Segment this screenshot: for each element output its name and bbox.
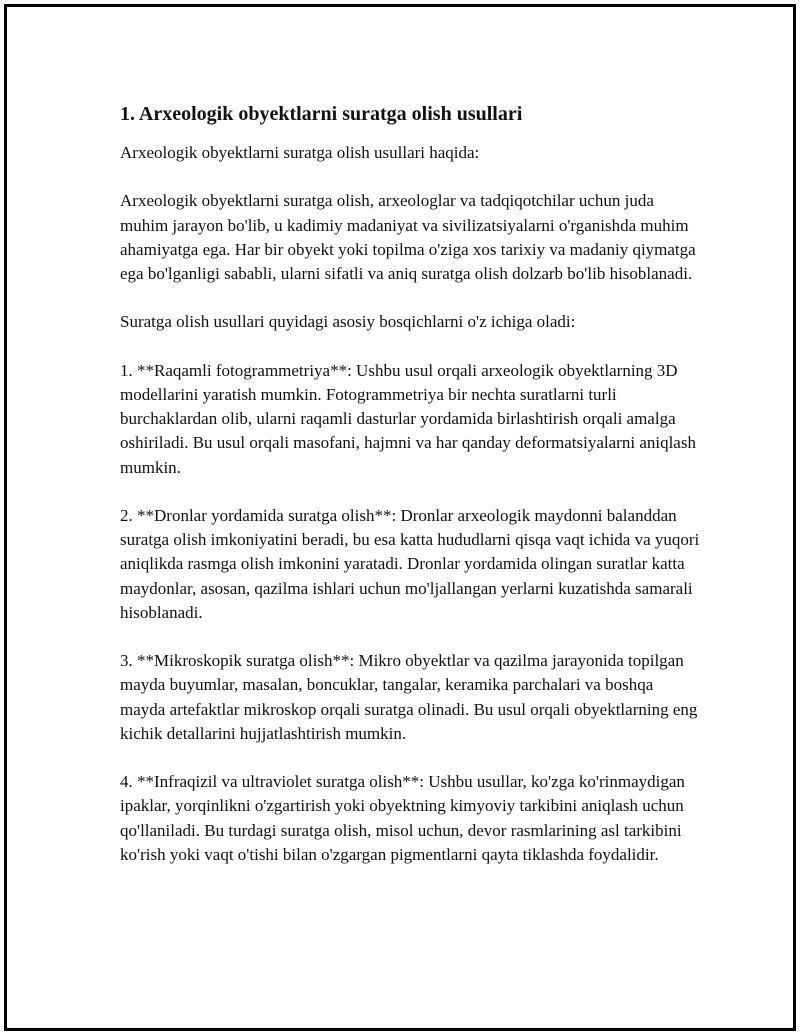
paragraph-photogrammetry: 1. **Raqamli fotogrammetriya**: Ushbu usul orqali arxeologik obyektlarning 3D modellarini yaratish mumkin. Fotogrammetriya bir nechta suratlarni turli burchaklardan olib, ularni raqamli dasturlar yordamida birlashtirish orqali amalga oshiriladi. Bu usul orqali masofani, hajmni va har qanday deformatsiyalarni aniqlash mumkin.: [120, 360, 696, 477]
paragraph-drones: 2. **Dronlar yordamida suratga olish**: Dronlar arxeologik maydonni balanddan suratga olish imkoniyatini beradi, bu esa katta hududlarni qisqa vaqt ichida va yuqori aniqlikda rasmga olish imkonini yaratadi. Dronlar yordamida olingan suratlar katta maydonlar, asosan, qazilma ishlari uchun mo'ljallangan yerlarni kuzatishda samarali hisoblanadi.: [120, 505, 700, 622]
paragraph-intro: Arxeologik obyektlarni suratga olish usullari haqida:: [120, 143, 480, 162]
paragraph-microscopic: 3. **Mikroskopik suratga olish**: Mikro obyektlar va qazilma jarayonida topilgan mayda buyumlar, masalan, boncuklar, tangalar, keramika parchalari va boshqa mayda artefaktlar mikroskop orqali suratga olinadi. Bu usul orqali obyektlarning eng kichik detallarini hujjatlashtirish mumkin.: [120, 651, 698, 743]
paragraph-stages-intro: Suratga olish usullari quyidagi asosiy bosqichlarni o'z ichiga oladi:: [120, 312, 576, 332]
document-title: 1. Arxeologik obyektlarni suratga olish usullari: [120, 103, 523, 125]
paragraph-infrared-uv: 4. **Infraqizil va ultraviolet suratga olish**: Ushbu usullar, ko'zga ko'rinmaydigan ipaklar, yorqinlikni o'zgartirish yoki obyektning kimyoviy tarkibini aniqlash uchun qo'llaniladi. Bu turdagi suratga olish, misol uchun, devor rasmlarining asl tarkibini ko'rish yoki vaqt o'tishi bilan o'zgargan pigmentlarni qayta tiklashda foydalidir.: [120, 772, 685, 864]
document-body: [120, 101, 700, 891]
page-frame: [4, 4, 796, 1031]
paragraph-overview: Arxeologik obyektlarni suratga olish, arxeologlar va tadqiqotchilar uchun juda muhim jarayon bo'lib, u kadimiy madaniyat va sivilizatsiyalarni o'rganishda muhim ahamiyatga ega. Har bir obyekt yoki topilma o'ziga xos tarixiy va madaniy qiymatga ega bo'lganligi sababli, ularni sifatli va aniq suratga olish dolzarb bo'lib hisoblanadi.: [120, 191, 696, 283]
